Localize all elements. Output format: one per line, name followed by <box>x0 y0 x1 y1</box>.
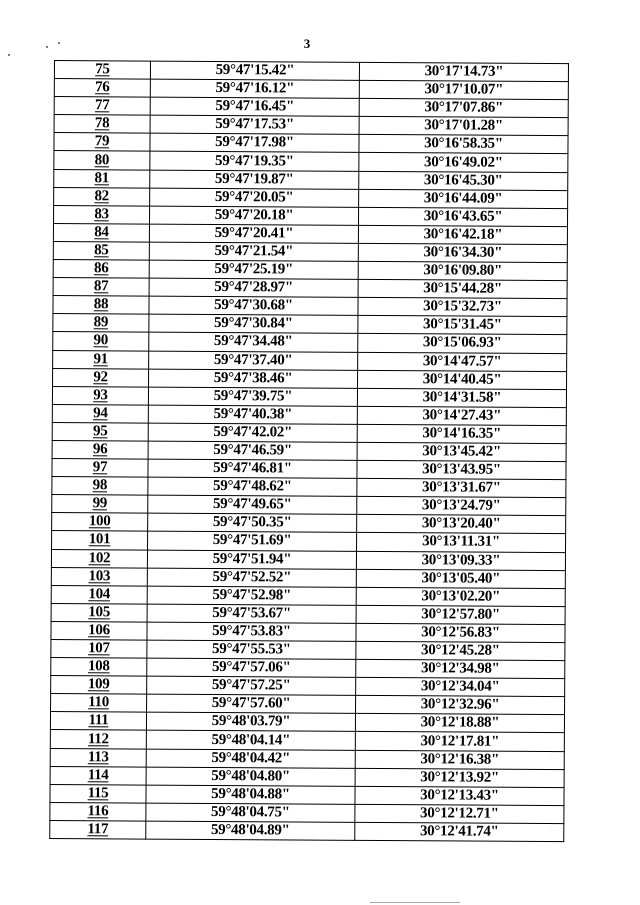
latitude-cell: 59°47'30.84" <box>149 314 358 333</box>
point-number-cell: 82 <box>54 187 150 206</box>
point-number-cell: 77 <box>54 97 150 116</box>
longitude-cell: 30°17'07.86" <box>359 99 568 118</box>
longitude-cell: 30°12'32.96" <box>356 696 565 715</box>
longitude-cell: 30°12'16.38" <box>355 750 564 769</box>
point-number-cell: 92 <box>53 368 149 387</box>
scan-edge-line <box>370 902 460 903</box>
point-number-cell: 111 <box>50 712 146 731</box>
latitude-cell: 59°47'30.68" <box>149 296 358 315</box>
longitude-cell: 30°12'12.71" <box>355 804 564 823</box>
longitude-cell: 30°13'02.20" <box>356 587 565 606</box>
point-number-cell: 100 <box>52 513 148 532</box>
point-number-cell: 99 <box>52 495 148 514</box>
latitude-cell: 59°48'04.88" <box>146 785 355 804</box>
longitude-cell: 30°16'43.65" <box>358 207 567 226</box>
latitude-cell: 59°48'04.75" <box>146 803 355 822</box>
longitude-cell: 30°12'41.74" <box>355 822 564 841</box>
longitude-cell: 30°12'13.92" <box>355 768 564 787</box>
latitude-cell: 59°48'04.14" <box>146 731 355 750</box>
latitude-cell: 59°47'34.48" <box>149 332 358 351</box>
point-number-cell: 96 <box>52 440 148 459</box>
longitude-cell: 30°12'13.43" <box>355 786 564 805</box>
longitude-cell: 30°13'20.40" <box>357 515 566 534</box>
point-number-cell: 90 <box>53 332 149 351</box>
longitude-cell: 30°13'24.79" <box>357 497 566 516</box>
point-number-cell: 83 <box>54 205 150 224</box>
longitude-cell: 30°16'44.09" <box>359 189 568 208</box>
point-number-cell: 84 <box>53 223 149 242</box>
point-number-cell: 107 <box>51 639 147 658</box>
longitude-cell: 30°16'58.35" <box>359 135 568 154</box>
longitude-cell: 30°15'06.93" <box>358 334 567 353</box>
longitude-cell: 30°13'43.95" <box>357 460 566 479</box>
point-number-cell: 79 <box>54 133 150 152</box>
longitude-cell: 30°15'31.45" <box>358 316 567 335</box>
latitude-cell: 59°47'51.94" <box>147 550 356 569</box>
latitude-cell: 59°47'21.54" <box>149 242 358 261</box>
point-number-cell: 93 <box>52 386 148 405</box>
table-row <box>50 820 564 841</box>
latitude-cell: 59°48'04.89" <box>146 821 355 840</box>
point-number-cell: 86 <box>53 260 149 279</box>
longitude-cell: 30°15'32.73" <box>358 298 567 317</box>
point-number-cell: 89 <box>53 314 149 333</box>
point-number-cell: 116 <box>50 802 146 821</box>
page-number: 3 <box>303 36 311 51</box>
coordinates-table-body <box>50 61 569 842</box>
point-number-cell: 87 <box>53 278 149 297</box>
point-number-cell: 91 <box>53 350 149 369</box>
latitude-cell: 59°47'51.69" <box>148 532 357 551</box>
latitude-cell: 59°47'42.02" <box>148 423 357 442</box>
scan-speck <box>8 54 10 56</box>
latitude-cell: 59°47'50.35" <box>148 513 357 532</box>
latitude-cell: 59°47'52.98" <box>147 586 356 605</box>
point-number-cell: 108 <box>51 658 147 677</box>
longitude-cell: 30°14'47.57" <box>358 352 567 371</box>
latitude-cell: 59°47'16.12" <box>150 79 359 98</box>
longitude-cell: 30°13'09.33" <box>356 551 565 570</box>
point-number-cell: 95 <box>52 422 148 441</box>
longitude-cell: 30°14'31.58" <box>357 388 566 407</box>
point-number-cell: 114 <box>50 766 146 785</box>
longitude-cell: 30°14'40.45" <box>358 370 567 389</box>
point-number-cell: 78 <box>54 115 150 134</box>
latitude-cell: 59°47'48.62" <box>148 477 357 496</box>
latitude-cell: 59°47'19.35" <box>150 152 359 171</box>
longitude-cell: 30°13'31.67" <box>357 479 566 498</box>
point-number-cell: 105 <box>51 603 147 622</box>
longitude-cell: 30°12'56.83" <box>356 623 565 642</box>
latitude-cell: 59°47'37.40" <box>149 351 358 370</box>
latitude-cell: 59°47'46.59" <box>148 441 357 460</box>
longitude-cell: 30°16'34.30" <box>358 243 567 262</box>
point-number-cell: 76 <box>54 79 150 98</box>
point-number-cell: 117 <box>50 820 146 839</box>
latitude-cell: 59°47'53.67" <box>147 604 356 623</box>
latitude-cell: 59°47'39.75" <box>148 387 357 406</box>
point-number-cell: 115 <box>50 784 146 803</box>
point-number-cell: 113 <box>50 748 146 767</box>
point-number-cell: 101 <box>52 531 148 550</box>
longitude-cell: 30°14'16.35" <box>357 424 566 443</box>
coordinates-table <box>49 60 569 842</box>
latitude-cell: 59°48'04.42" <box>146 749 355 768</box>
point-number-cell: 110 <box>51 694 147 713</box>
latitude-cell: 59°47'40.38" <box>148 405 357 424</box>
longitude-cell: 30°12'17.81" <box>355 732 564 751</box>
latitude-cell: 59°47'28.97" <box>149 278 358 297</box>
longitude-cell: 30°16'45.30" <box>359 171 568 190</box>
latitude-cell: 59°47'17.53" <box>150 115 359 134</box>
longitude-cell: 30°12'34.04" <box>356 678 565 697</box>
latitude-cell: 59°48'04.80" <box>146 767 355 786</box>
longitude-cell: 30°16'09.80" <box>358 261 567 280</box>
latitude-cell: 59°47'16.45" <box>150 97 359 116</box>
point-number-cell: 103 <box>51 567 147 586</box>
latitude-cell: 59°47'17.98" <box>150 133 359 152</box>
longitude-cell: 30°16'42.18" <box>358 225 567 244</box>
longitude-cell: 30°12'18.88" <box>355 714 564 733</box>
longitude-cell: 30°13'11.31" <box>357 533 566 552</box>
latitude-cell: 59°47'49.65" <box>148 495 357 514</box>
latitude-cell: 59°47'38.46" <box>149 369 358 388</box>
point-number-cell: 88 <box>53 296 149 315</box>
longitude-cell: 30°12'57.80" <box>356 605 565 624</box>
latitude-cell: 59°47'20.18" <box>150 206 359 225</box>
latitude-cell: 59°47'52.52" <box>147 568 356 587</box>
point-number-cell: 97 <box>52 459 148 478</box>
point-number-cell: 81 <box>54 169 150 188</box>
latitude-cell: 59°47'15.42" <box>150 61 359 80</box>
latitude-cell: 59°47'57.06" <box>147 658 356 677</box>
point-number-cell: 106 <box>51 621 147 640</box>
point-number-cell: 85 <box>53 241 149 260</box>
latitude-cell: 59°47'46.81" <box>148 459 357 478</box>
longitude-cell: 30°12'34.98" <box>356 659 565 678</box>
point-number-cell: 104 <box>51 585 147 604</box>
latitude-cell: 59°47'57.25" <box>147 676 356 695</box>
latitude-cell: 59°48'03.79" <box>146 712 355 731</box>
point-number-cell: 75 <box>54 61 150 80</box>
point-number-cell: 98 <box>52 477 148 496</box>
longitude-cell: 30°13'45.42" <box>357 442 566 461</box>
latitude-cell: 59°47'57.60" <box>147 694 356 713</box>
longitude-cell: 30°15'44.28" <box>358 279 567 298</box>
latitude-cell: 59°47'25.19" <box>149 260 358 279</box>
latitude-cell: 59°47'53.83" <box>147 622 356 641</box>
longitude-cell: 30°17'10.07" <box>359 80 568 99</box>
latitude-cell: 59°47'20.05" <box>150 188 359 207</box>
latitude-cell: 59°47'19.87" <box>150 170 359 189</box>
point-number-cell: 109 <box>51 676 147 695</box>
point-number-cell: 94 <box>52 404 148 423</box>
latitude-cell: 59°47'20.41" <box>149 224 358 243</box>
longitude-cell: 30°12'45.28" <box>356 641 565 660</box>
point-number-cell: 102 <box>51 549 147 568</box>
longitude-cell: 30°17'01.28" <box>359 117 568 136</box>
point-number-cell: 112 <box>50 730 146 749</box>
longitude-cell: 30°14'27.43" <box>357 406 566 425</box>
latitude-cell: 59°47'55.53" <box>147 640 356 659</box>
point-number-cell: 80 <box>54 151 150 170</box>
longitude-cell: 30°13'05.40" <box>356 569 565 588</box>
longitude-cell: 30°16'49.02" <box>359 153 568 172</box>
longitude-cell: 30°17'14.73" <box>359 62 568 81</box>
